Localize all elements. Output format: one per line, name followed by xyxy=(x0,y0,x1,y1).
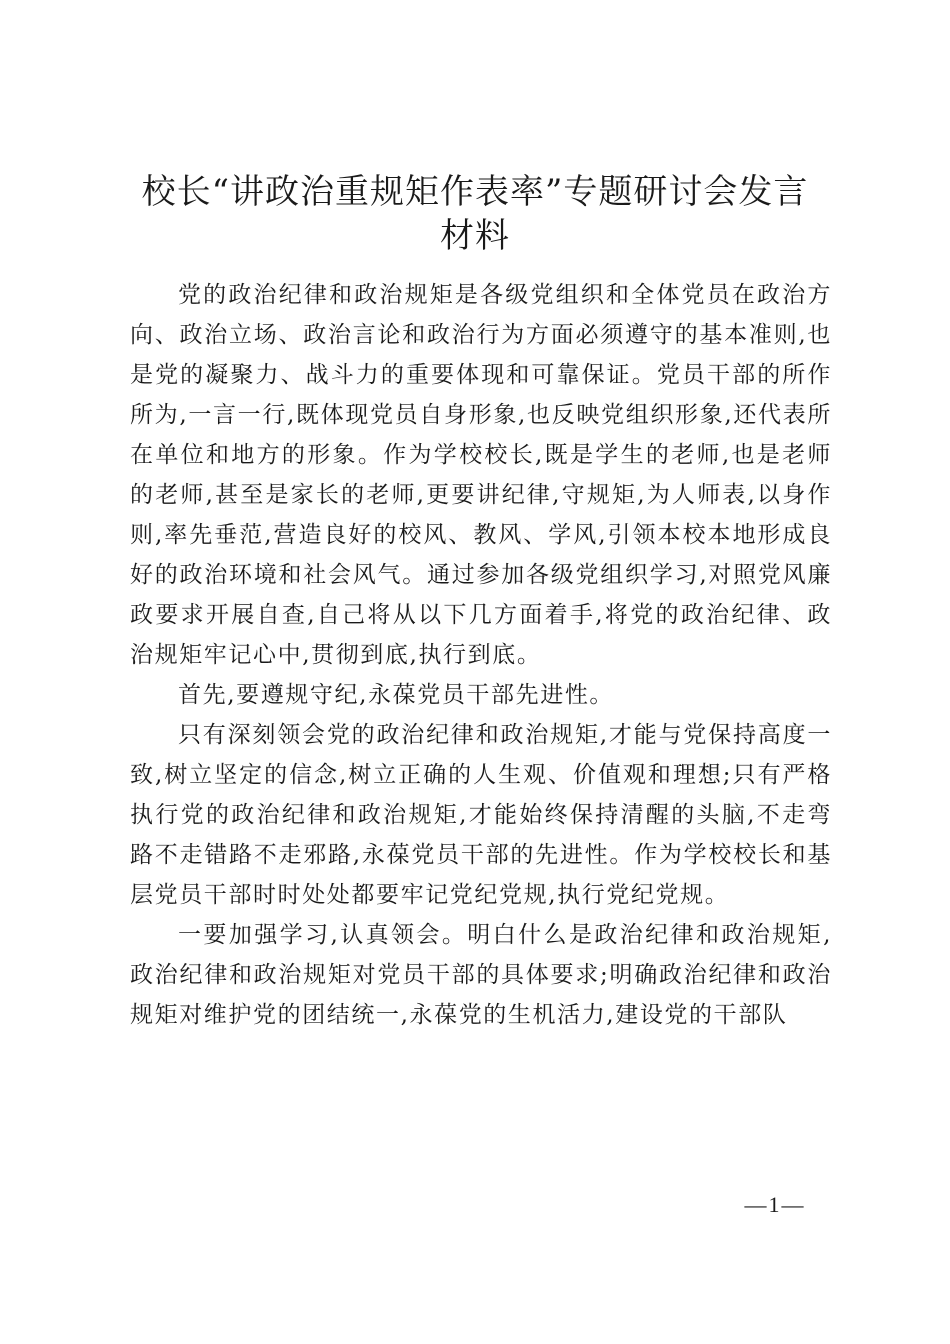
page-number: —1— xyxy=(744,1192,806,1217)
paragraph-intro: 党的政治纪律和政治规矩是各级党组织和全体党员在政治方向、政治立场、政治言论和政治行为方面必须遵守的基本准则,也是党的凝聚力、战斗力的重要体现和可靠保证。党员干部的所作所为,一言一行,既体现党员自身形象,也反映党组织形象,还代表所在单位和地方的形象。作为学校校长,既是学生的老师,也是老师的老师,甚至是家长的老师,更要讲纪律,守规矩,为人师表,以身作则,率先垂范,营造良好的校风、教风、学风,引领本校本地形成良好的政治环境和社会风气。通过参加各级党组织学习,对照党风廉政要求开展自查,自己将从以下几方面着手,将党的政治纪律、政治规矩牢记心中,贯彻到底,执行到底。 xyxy=(130,282,832,668)
paragraph-discipline: 只有深刻领会党的政治纪律和政治规矩,才能与党保持高度一致,树立坚定的信念,树立正确的人生观、价值观和理想;只有严格执行党的政治纪律和政治规矩,才能始终保持清醒的头脑,不走弯路不走错路不走邪路,永葆党员干部的先进性。作为学校校长和基层党员干部时时处处都要牢记党纪党规,执行党纪党规。 xyxy=(130,722,832,908)
title-line-2: 材料 xyxy=(440,216,510,256)
paragraph-heading-first: 首先,要遵规守纪,永葆党员干部先进性。 xyxy=(178,682,615,708)
document-title xyxy=(100,170,850,258)
title-line-1: 校长“讲政治重规矩作表率”专题研讨会发言 xyxy=(141,172,809,212)
paragraph-study: 一要加强学习,认真领会。明白什么是政治纪律和政治规矩,政治纪律和政治规矩对党员干部的具体要求;明确政治纪律和政治规矩对维护党的团结统一,永葆党的生机活力,建设党的干部队 xyxy=(130,922,832,1028)
document-body xyxy=(130,275,832,1035)
